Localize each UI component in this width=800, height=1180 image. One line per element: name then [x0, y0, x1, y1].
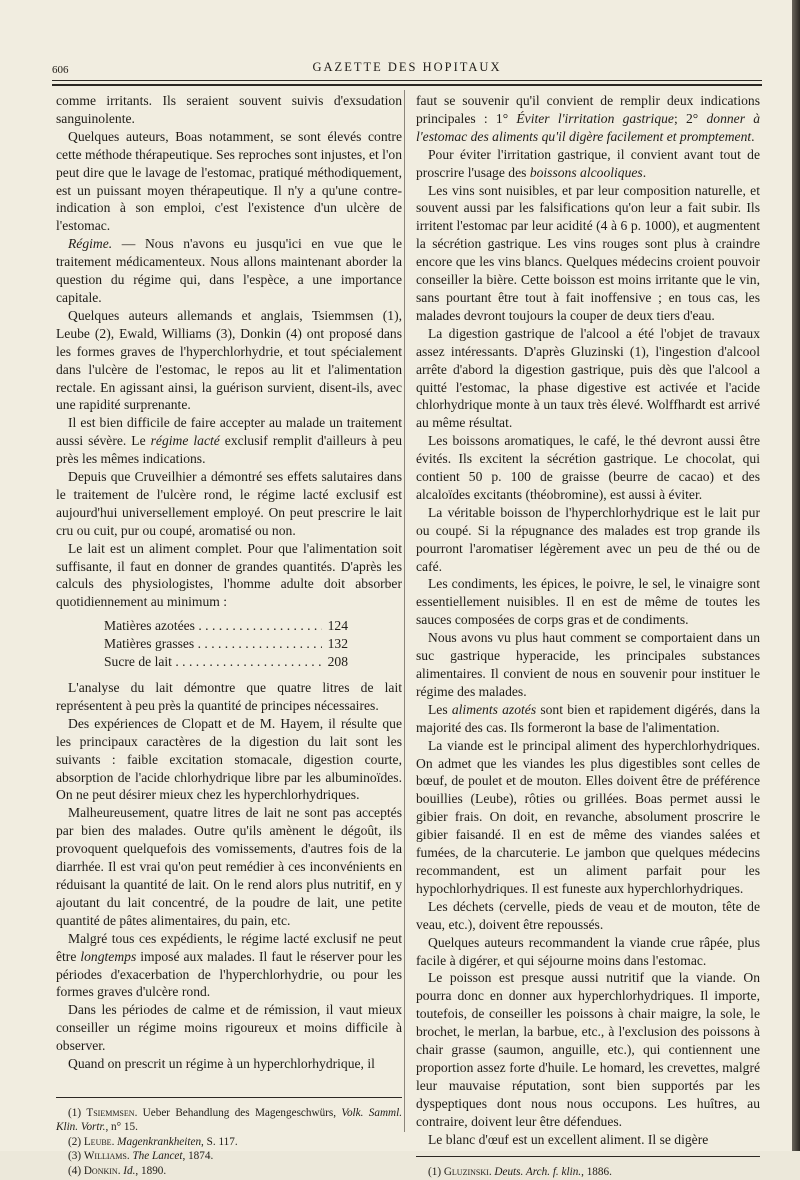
nutrient-name: Matières grasses . . .: [104, 635, 322, 653]
nutrient-name: Sucre de lait . . .: [104, 653, 322, 671]
paragraph: Les boissons aromatiques, le café, le thé devront aussi être évités. Ils excitent la sécrétion gastrique. Le chocolat, qui contient 50 p. 100 de graisse (beurre de cacao) et des alcaloïdes excitants (théobromine), est aussi à éviter.: [416, 433, 760, 502]
paragraph: Quelques auteurs recommandent la viande crue râpée, plus facile à digérer, et qui séjourne moins dans l'estomac.: [416, 934, 760, 968]
footnote: (1) Tsiemmsen. Ueber Behandlung des Magengeschwürs, Volk. Samml. Klin. Vortr., n° 15.: [56, 1106, 403, 1134]
nutrition-row: [104, 635, 348, 653]
footnote: (1) Gluzinski. Deuts. Arch. f. klin., 1886.: [428, 1166, 612, 1179]
nutrition-table: [104, 617, 348, 671]
footnote: (2) Leube. Magenkrankheiten, S. 117.: [68, 1135, 238, 1148]
paragraph: Les vins sont nuisibles, et par leur composition naturelle, et souvent aussi par les falsifications qu'on leur a fait subir. Ils irritent l'estomac par leur acidité (4 à 6 p. 1000), et augmentent la sécrétion gastrique. Les vins rouges sont plus à craindre encore que les vins blancs. Quelques médecins croient pouvoir conseiller la bière. Cette boisson est moins irritante que le vin, sans pourtant être tout à fait inoffensive ; en tous cas, les malades devront toujours la couper de deux tiers d'eau.: [416, 182, 760, 323]
paragraph: comme irritants. Ils seraient souvent suivis d'exsudation sanguinolente.: [56, 93, 402, 126]
paragraph: La véritable boisson de l'hyperchlorhydrique est le lait pur ou coupé. Si la répugnance des malades est trop grande ils pourront l'aromatiser légèrement avec un peu de thé ou de café.: [416, 504, 760, 574]
paragraph: Dans les périodes de calme et de rémission, il vaut mieux conseiller un régime moins rigoureux et moins difficile à observer.: [56, 1002, 402, 1054]
book-edge: [792, 0, 800, 1151]
paragraph: Régime. — Nous n'avons eu jusqu'ici en vue que le traitement médicamenteux. Nous allons maintenant aborder la question du régime qui, dans l'espèce, a une importance capitale.: [56, 236, 402, 305]
nutrition-row: [104, 653, 348, 671]
footnote-rule: [56, 1097, 402, 1098]
section-label: Régime.: [68, 236, 113, 252]
left-column: [56, 92, 402, 1178]
nutrition-row: [104, 617, 348, 635]
column-divider: [404, 90, 405, 1132]
footnote-author: Tsiemmsen: [86, 1106, 135, 1119]
paragraph: La viande est le principal aliment des hyperchlorhydriques. On admet que les viandes les plus digestibles sont celles de bœuf, de poulet et de mouton. Elles doivent être de préférence bouillies (Leube), rôties ou grillées. Boas permet aussi le gibier frais. On doit, en revanche, absolument proscrire le gibier faisandé. Il en est de même des viandes salées et fumées, de la charcuterie. Le jambon que quelques médecins recommandent, est un aliment parfait pour les hypochlorhydriques. Il est funeste aux hyperchlorhydriques.: [416, 737, 760, 896]
paragraph: Le poisson est presque aussi nutritif que la viande. On pourra donc en donner aux hyperchlorhydriques. Il importe, toutefois, de conseiller les poissons à chair maigre, la sole, le brochet, le merlan, la barbue, etc., à l'exclusion des poissons à chair grasse (saumon, anguille, etc.), qui contiennent une proportion assez forte d'huile. Le homard, les crevettes, malgré leur mauvaise réputation, sont bien supportés par les dyspeptiques dont nous nous occupons. Les huîtres, au contraire, doivent leur être défendues.: [416, 970, 760, 1129]
paragraph: Nous avons vu plus haut comment se comportaient dans un suc gastrique hyperacide, les principales substances alimentaires. Il convient de nous en souvenir pour instituer le régime des malades.: [416, 630, 760, 699]
header-rule-thick: [52, 84, 762, 86]
paragraph: Les déchets (cervelle, pieds de veau et de mouton, tête de veau, etc.), doivent être repoussés.: [416, 898, 760, 932]
paragraph: Le blanc d'œuf est un excellent aliment. Il se digère: [428, 1131, 709, 1147]
paragraph: Depuis que Cruveilhier a démontré ses effets salutaires dans le traitement de l'ulcère rond, le régime lacté exclusif est aujourd'hui universellement employé. On peut prescrire le lait cru ou cuit, pur ou coupé, aromatisé ou non.: [56, 469, 402, 538]
footnote-author: Donkin: [83, 1164, 118, 1177]
footnote-author: Gluzinski: [443, 1166, 489, 1179]
footnote-rule: [416, 1156, 760, 1157]
paragraph: Pour éviter l'irritation gastrique, il convient avant tout de proscrire l'usage des boissons alcooliques.: [416, 146, 760, 180]
paragraph: Le lait est un aliment complet. Pour que l'alimentation soit suffisante, il faut en donner de grandes quantités. D'après les calculs des physiologistes, l'homme adulte doit absorber quotidiennement au minimum :: [56, 540, 402, 610]
paragraph: faut se souvenir qu'il convient de remplir deux indications principales : 1° Éviter l'irritation gastrique; 2° donner à l'estomac des aliments qu'il digère facilement et promptement.: [416, 93, 761, 144]
right-column: [416, 92, 760, 1180]
paragraph: Quelques auteurs, Boas notamment, se sont élevés contre cette méthode thérapeutique. Ses reproches sont injustes, et l'on peut dire que le lavage de l'estomac, pratiqué méthodiquement, est un puissant moyen thérapeutique. Il n'y a qu'une contre-indication à son emploi, c'est l'existence d'un ulcère de l'estomac.: [56, 128, 402, 234]
footnote-author: Leube: [83, 1135, 112, 1148]
nutrient-value: 124: [327, 618, 348, 634]
running-title: GAZETTE DES HOPITAUX: [312, 60, 502, 74]
paragraph: Il est bien difficile de faire accepter au malade un traitement aussi sévère. Le régime lacté exclusif remplit d'ailleurs à peu près les mêmes indications.: [56, 415, 402, 467]
paragraph: Les condiments, les épices, le poivre, le sel, le vinaigre sont essentiellement nuisibles. Il en est de même de toutes les sauces composées de corps gras et de condiments.: [416, 576, 760, 628]
paragraph: Malheureusement, quatre litres de lait ne sont pas acceptés par bien des malades. Outre qu'ils amènent le dégoût, ils provoquent quelquefois des vomissements, d'autres fois de la diarrhée. Il est vrai qu'on peut remédier à ces inconvénients en réduisant la quantité de lait. On le rend alors plus nutritif, en y ajoutant du lait concentré, de la poudre de lait, une petite quantité de pâtes alimentaires, du pain, etc.: [56, 805, 402, 928]
paragraph: Les aliments azotés sont bien et rapidement digérés, dans la majorité des cas. Ils formeront la base de l'alimentation.: [416, 701, 760, 735]
paragraph: Quand on prescrit un régime à un hyperchlorhydrique, il: [68, 1056, 375, 1072]
paragraph: La digestion gastrique de l'alcool a été l'objet de travaux assez intéressants. D'après Gluzinski (1), l'ingestion d'alcool arrête d'abord la digestion gastrique, puis dès que l'alcool a quitté l'estomac, la phase digestive est activée et l'acide chlorhydrique monte à un taux très élevé. Wolffhardt est arrivé au même résultat.: [416, 325, 760, 431]
footnote: (3) Williams. The Lancet, 1874.: [68, 1150, 214, 1163]
header-rule: [52, 80, 762, 81]
page-number: 606: [52, 64, 69, 76]
nutrient-name: Matières azotées . . .: [104, 617, 322, 635]
paragraph: Des expériences de Clopatt et de M. Hayem, il résulte que les principaux caractères de la digestion du lait sont les suivants : faible excitation stomacale, digestion courte, absorption de l'acide chlorhydrique libre par les albuminoïdes. On ne peut désirer mieux chez les hyperchlorhydriques.: [56, 715, 402, 803]
nutrient-value: 132: [327, 636, 348, 652]
paragraph: Quelques auteurs allemands et anglais, Tsiemmsen (1), Leube (2), Ewald, Williams (3), Donkin (4) ont proposé dans les formes graves de l'hyperchlorhydrie, et tout spécialement dans l'ulcère de l'estomac, le repos au lit et l'alimentation rectale. En agissant ainsi, la guérison survient, disent-ils, avec une rapidité surprenante.: [56, 307, 402, 413]
nutrient-value: 208: [327, 654, 348, 670]
footnote: (4) Donkin. Id., 1890.: [68, 1164, 167, 1177]
paragraph: L'analyse du lait démontre que quatre litres de lait représentent à peu près la quantité de principes nécessaires.: [56, 680, 402, 713]
footnote-author: Williams: [83, 1150, 127, 1163]
paragraph: Malgré tous ces expédients, le régime lacté exclusif ne peut être longtemps imposé aux malades. Il faut le réserver pour les périodes d'exacerbation de l'hyperchlorhydrie, ou pour les formes graves d'ulcère rond.: [56, 930, 402, 1000]
